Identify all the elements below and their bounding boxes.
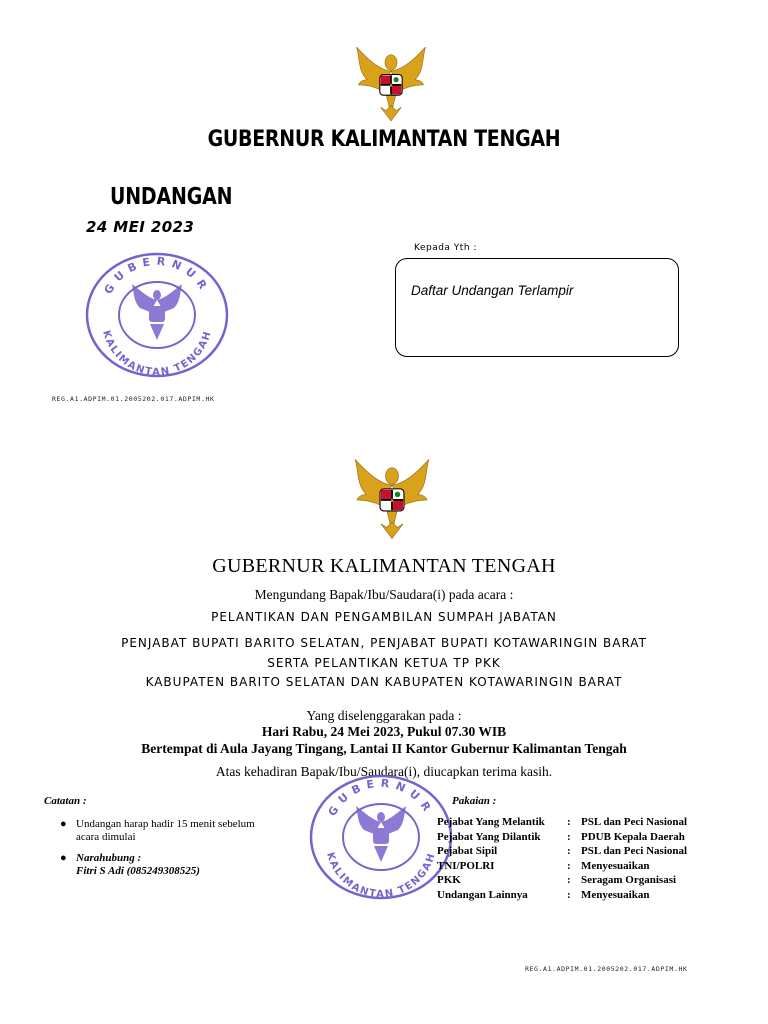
attire-role: Pejabat Yang Melantik	[437, 816, 545, 828]
attire-row	[437, 830, 687, 845]
note-contact	[60, 852, 270, 878]
attire-row	[437, 859, 687, 874]
attire-colon: :	[567, 888, 571, 901]
note-text: Undangan harap hadir 15 menit sebelum acara dimulai	[76, 818, 255, 843]
stamp-top-text: GUBERNUR	[325, 776, 437, 819]
attire-role: Pejabat Sipil	[437, 845, 498, 857]
attire-colon: :	[567, 845, 571, 857]
governor-stamp-bottom	[308, 772, 454, 902]
attire-dress: PDUB Kepala Daerah	[581, 830, 685, 843]
cover-title: GUBERNUR KALIMANTAN TENGAH	[207, 126, 561, 152]
stamp-top-text: GUBERNUR	[101, 254, 213, 297]
recipient-text: Daftar Undangan Terlampir	[411, 283, 574, 298]
contact-label: Narahubung :	[76, 852, 142, 864]
notes-title: Catatan :	[44, 795, 87, 807]
attire-colon: :	[567, 816, 571, 828]
invitation-title: GUBERNUR KALIMANTAN TENGAH	[212, 555, 556, 577]
event-line-2: PENJABAT BUPATI BARITO SELATAN, PENJABAT BUPATI KOTAWARINGIN BARAT	[121, 636, 647, 650]
attire-dress: PSL dan Peci Nasional	[581, 845, 688, 857]
attire-role: Undangan Lainnya	[437, 888, 528, 901]
event-line-3: SERTA PELANTIKAN KETUA TP PKK	[267, 656, 501, 670]
attire-role: Pejabat Yang Dilantik	[437, 830, 541, 843]
reg-number-top: REG.A1.ADPIM.01.2005202.017.ADPIM.HK	[52, 395, 215, 403]
garuda-icon	[348, 45, 434, 123]
attire-row	[437, 815, 687, 830]
event-line-4: KABUPATEN BARITO SELATAN DAN KABUPATEN KOTAWARINGIN BARAT	[145, 675, 623, 689]
held-venue: Bertempat di Aula Jayang Tingang, Lantai II Kantor Gubernur Kalimantan Tengah	[141, 741, 627, 756]
kepada-label: Kepada Yth :	[414, 243, 477, 253]
governor-stamp-top	[84, 250, 230, 380]
event-line-1: PELANTIKAN DAN PENGAMBILAN SUMPAH JABATAN	[211, 610, 557, 624]
garuda-emblem-top	[348, 45, 434, 123]
cover-date: 24 MEI 2023	[86, 218, 195, 236]
attire-row	[437, 888, 687, 903]
reg-number-bottom: REG.A1.ADPIM.01.2005202.017.ADPIM.HK	[525, 965, 688, 973]
garuda-emblem-main	[346, 455, 438, 543]
attire-dress: Seragam Organisasi	[581, 874, 677, 886]
undangan-heading: UNDANGAN	[110, 183, 233, 211]
recipient-box	[395, 258, 679, 357]
thanks-line: Atas kehadiran Bapak/Ibu/Saudara(i), diucapkan terima kasih.	[215, 764, 553, 779]
held-date: Hari Rabu, 24 Mei 2023, Pukul 07.30 WIB	[261, 724, 507, 739]
attire-colon: :	[567, 859, 571, 872]
bullet-icon: ●	[60, 818, 67, 830]
notes-list	[60, 818, 270, 886]
attire-role: PKK	[437, 874, 461, 886]
attire-dress: PSL dan Peci Nasional	[581, 816, 688, 828]
bullet-icon: ●	[60, 852, 67, 864]
attire-table	[437, 815, 687, 902]
attire-dress: Menyesuaikan	[581, 888, 650, 901]
attire-dress: Menyesuaikan	[581, 859, 650, 872]
attire-colon: :	[567, 830, 571, 843]
attire-colon: :	[567, 874, 571, 886]
stamp-bottom-text: KALIMANTAN TENGAH	[100, 329, 214, 379]
contact-value: Fitri S Adi (085249308525)	[76, 865, 200, 877]
attire-title: Pakaian :	[452, 795, 497, 807]
attire-row	[437, 844, 687, 859]
invite-line: Mengundang Bapak/Ibu/Saudara(i) pada acara :	[254, 587, 514, 602]
held-label: Yang diselenggarakan pada :	[306, 708, 462, 723]
attire-row	[437, 873, 687, 888]
attire-role: TNI/POLRI	[437, 859, 495, 872]
garuda-icon	[346, 455, 438, 543]
stamp-bottom-text: KALIMANTAN TENGAH	[324, 851, 438, 901]
note-item	[60, 818, 270, 844]
